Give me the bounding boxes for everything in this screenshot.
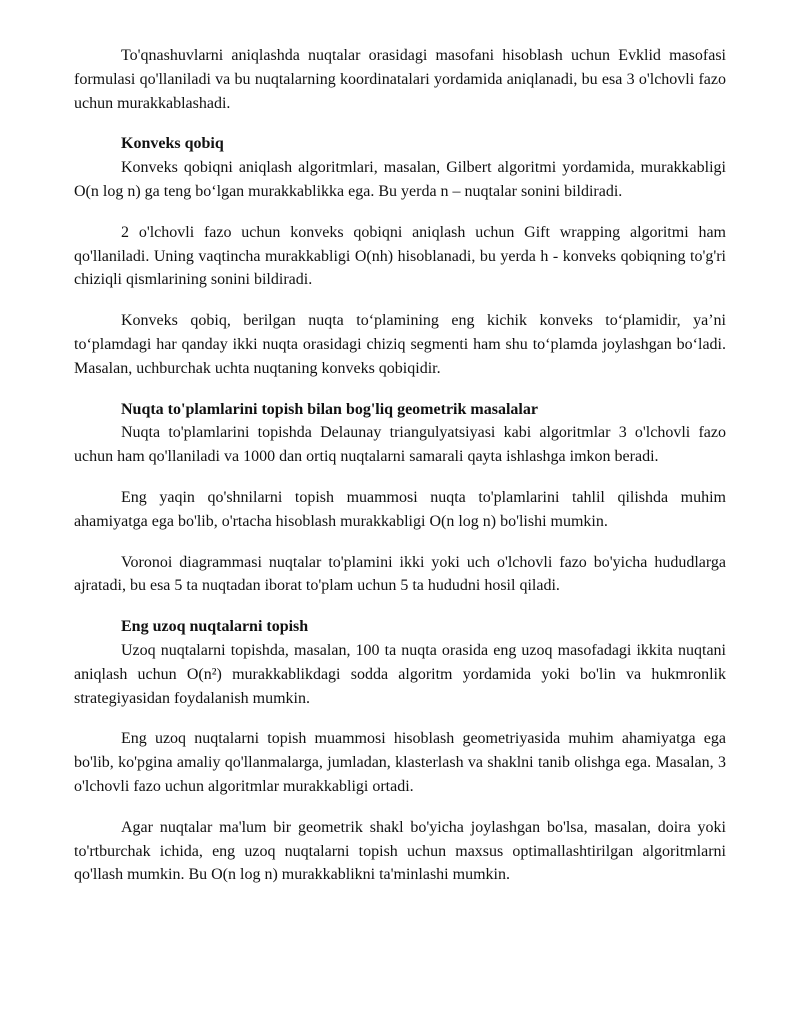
paragraph-gift-wrapping: 2 o'lchovli fazo uchun konveks qobiqni aniqlash uchun Gift wrapping algoritmi ham qo'llaniladi. Uning vaqtincha murakkabligi O(nh) hisoblanadi, bu yerda h - konveks qobiqning to'g'ri chiziqli qismlarining sonini bildiradi. <box>74 223 726 289</box>
paragraph-nearest-neighbors: Eng yaqin qo'shnilarni topish muammosi nuqta to'plamlarini tahlil qilishda muhim ahamiyatga ega bo'lib, o'rtacha hisoblash murakkabligi O(n log n) bo'lishi mumkin. <box>74 488 726 530</box>
paragraph-farthest-optimized: Agar nuqtalar ma'lum bir geometrik shakl bo'yicha joylashgan bo'lsa, masalan, doira yoki to'rtburchak ichida, eng uzoq nuqtalarni topish uchun maxsus optimallashtirilgan algoritmlarni qo'llash mumkin. Bu O(n log n) murakkablikni ta'minlashi mumkin. <box>74 818 726 884</box>
paragraph-farthest-importance: Eng uzoq nuqtalarni topish muammosi hisoblash geometriyasida muhim ahamiyatga ega bo'lib, ko'pgina amaliy qo'llanmalarga, jumladan, klasterlash va shaklni tanib olishga ega. Masalan, 3 o'lchovli fazo uchun algoritmlar murakkabligi ortadi. <box>74 730 726 795</box>
paragraph-farthest-naive: Uzoq nuqtalarni topishda, masalan, 100 ta nuqta orasida eng uzoq masofadagi ikkita nuqtani aniqlash uchun O(n²) murakkablikdagi sodda algoritm yordamida yoki bo'lin va hukmronlik strategiyasidan foydalanish mumkin. <box>74 641 726 707</box>
heading-point-sets: Nuqta to'plamlarini topish bilan bog'liq geometrik masalalar <box>121 400 538 418</box>
paragraph-convex-hull-algorithms: Konveks qobiqni aniqlash algoritmlari, masalan, Gilbert algoritmi yordamida, murakkabligi O(n log n) ga teng bo‘lgan murakkablikka ega. Bu yerda n – nuqtalar sonini bildiradi. <box>74 159 726 200</box>
heading-convex-hull: Konveks qobiq <box>121 135 224 153</box>
heading-farthest-points: Eng uzoq nuqtalarni topish <box>121 618 309 636</box>
paragraph-delaunay: Nuqta to'plamlarini topishda Delaunay triangulyatsiyasi kabi algoritmlar 3 o'lchovli fazo uchun ham qo'llaniladi va 1000 dan ortiq nuqtalarni samarali qayta ishlashga imkon beradi. <box>74 424 726 466</box>
document-page <box>74 44 726 887</box>
paragraph-collision-detection: To'qnashuvlarni aniqlashda nuqtalar orasidagi masofani hisoblash uchun Evklid masofasi formulasi qo'llaniladi va bu nuqtalarning koordinatalari yordamida aniqlanadi, bu esa 3 o'lchovli fazo uchun murakkablashadi. <box>74 47 726 112</box>
paragraph-convex-hull-definition: Konveks qobiq, berilgan nuqta to‘plamining eng kichik konveks to‘plamidir, ya’ni to‘plamdagi har qanday ikki nuqta orasidagi chiziq segmenti ham shu to‘plamda joylashgan bo‘ladi. Masalan, uchburchak uchta nuqtaning konveks qobiqidir. <box>74 312 726 377</box>
paragraph-voronoi: Voronoi diagrammasi nuqtalar to'plamini ikki yoki uch o'lchovli fazo bo'yicha hududlarga ajratadi, bu esa 5 ta nuqtadan iborat to'plam uchun 5 ta hududni hosil qiladi. <box>74 553 726 595</box>
